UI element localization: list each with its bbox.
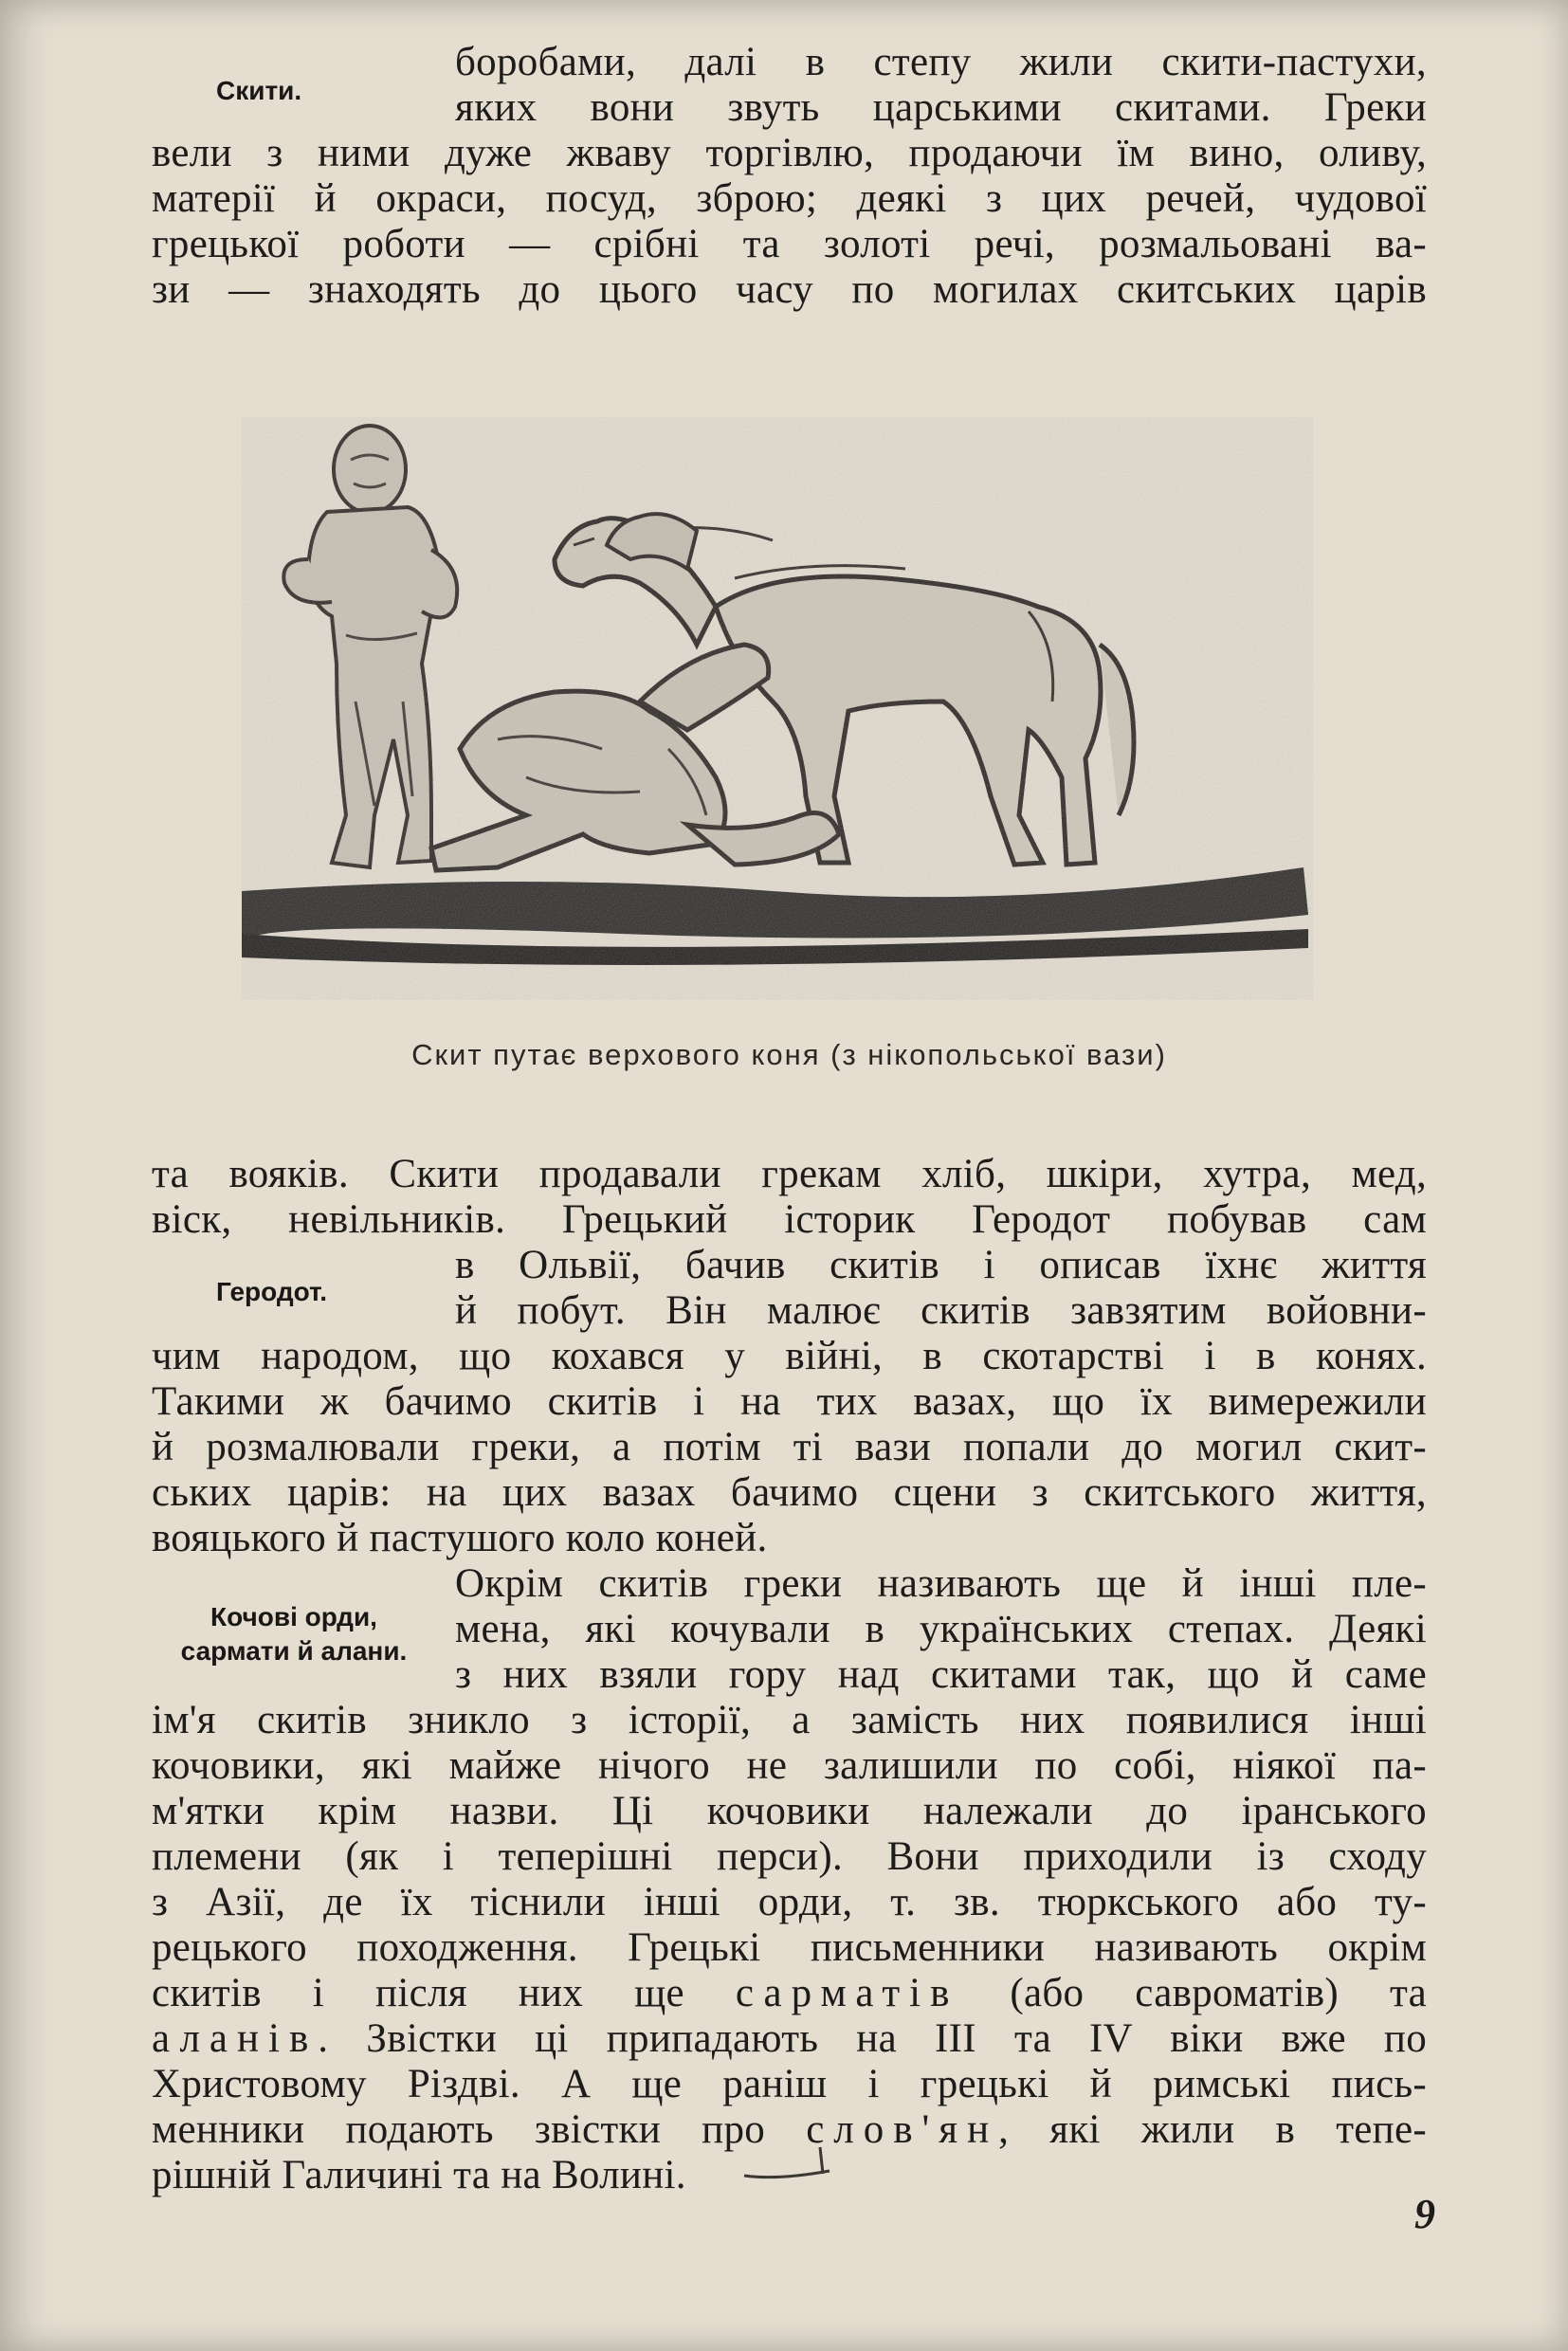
- text-line: Христовому Різдві. А ще раніш і грецькі й римські пись-: [152, 2062, 1427, 2106]
- spaced-term-alans: аланів: [152, 2016, 319, 2061]
- text-line: племени (як і теперішні перси). Вони приходили із сходу: [152, 1834, 1427, 1879]
- page-number: 9: [1414, 2191, 1435, 2237]
- text-line: ських царів: на цих вазах бачимо сцени з скитського життя,: [152, 1470, 1427, 1515]
- text-run: скитів і після них ще: [152, 1971, 736, 2015]
- text-line: [152, 1971, 1427, 2016]
- text-run: . Звістки ці припадають на III та IV віки вже по: [318, 2016, 1427, 2061]
- margin-note-herodotus: Геродот.: [216, 1277, 328, 1306]
- margin-note-nomads-line: сармати й алани.: [180, 1636, 408, 1666]
- paragraph-nomads: [152, 1561, 1427, 2198]
- text-line: та вояків. Скити продавали грекам хліб, шкіри, хутра, мед,: [152, 1152, 1427, 1196]
- text-line: Такими ж бачимо скитів і на тих вазах, що їх вимережили: [152, 1379, 1427, 1424]
- text-run: менники подають звістки про: [152, 2107, 807, 2152]
- text-run: (або савроматів) та: [958, 1971, 1427, 2015]
- text-line: кочовики, які майже нічого не залишили по собі, ніякої па-: [152, 1743, 1427, 1788]
- text-line: віск, невільників. Грецький історик Геродот побував сам: [152, 1197, 1427, 1242]
- text-run: , які жили в тепе-: [998, 2107, 1427, 2152]
- figure-caption: Скит путає верхового коня (з нікопольської вази): [411, 1038, 1167, 1071]
- text-line: зи — знаходять до цього часу по могилах скитських царів: [152, 267, 1427, 312]
- scythian-horse-illustration: [242, 417, 1313, 1000]
- pencil-mark: [739, 2138, 844, 2185]
- text-line: яких вони звуть царськими скитами. Греки: [455, 85, 1427, 130]
- text-line: й розмалювали греки, а потім ті вази попали до могил скит-: [152, 1425, 1427, 1469]
- text-line: в Ольвії, бачив скитів і описав їхнє життя: [455, 1243, 1427, 1287]
- margin-note-nomads-line: Кочові орди,: [210, 1602, 377, 1631]
- text-line: мена, які кочували в українських степах. Деякі: [455, 1607, 1427, 1651]
- text-line: рецького походження. Грецькі письменники називають окрім: [152, 1925, 1427, 1970]
- text-line: й побут. Він малює скитів завзятим войовни-: [455, 1288, 1427, 1333]
- spaced-term-slavs: слов'ян: [806, 2107, 999, 2152]
- paragraph-herodotus: [152, 1152, 1427, 1561]
- text-line: з Азії, де їх тіснили інші орди, т. зв. тюркського або ту-: [152, 1880, 1427, 1924]
- paragraph-trade: [152, 40, 1427, 313]
- text-line: вояцького й пастушого коло коней.: [152, 1516, 768, 1560]
- text-line: матерії й окраси, посуд, зброю; деякі з цих речей, чудової: [152, 176, 1427, 221]
- text-line: ім'я скитів зникло з історії, а замість них появилися інші: [152, 1698, 1427, 1742]
- spaced-term-sarmatians: сарматів: [735, 1971, 959, 2015]
- text-line: чим народом, що кохався у війні, в скотарстві і в конях.: [152, 1334, 1427, 1378]
- text-line: [152, 2016, 1427, 2062]
- text-line: грецької роботи — срібні та золоті речі, розмальовані ва-: [152, 222, 1427, 266]
- margin-note-scythians: Скити.: [216, 76, 302, 105]
- text-line: рішній Галичині та на Волині.: [152, 2153, 686, 2197]
- text-line: вели з ними дуже жваву торгівлю, продаючи їм вино, оливу,: [152, 131, 1427, 175]
- text-line: боробами, далі в степу жили скити-пастухи,: [455, 40, 1427, 84]
- text-line: Окрім скитів греки називають ще й інші пле-: [455, 1561, 1427, 1606]
- text-line: м'ятки крім назви. Ці кочовики належали до іранського: [152, 1789, 1427, 1833]
- text-line: з них взяли гору над скитами так, що й саме: [455, 1652, 1427, 1697]
